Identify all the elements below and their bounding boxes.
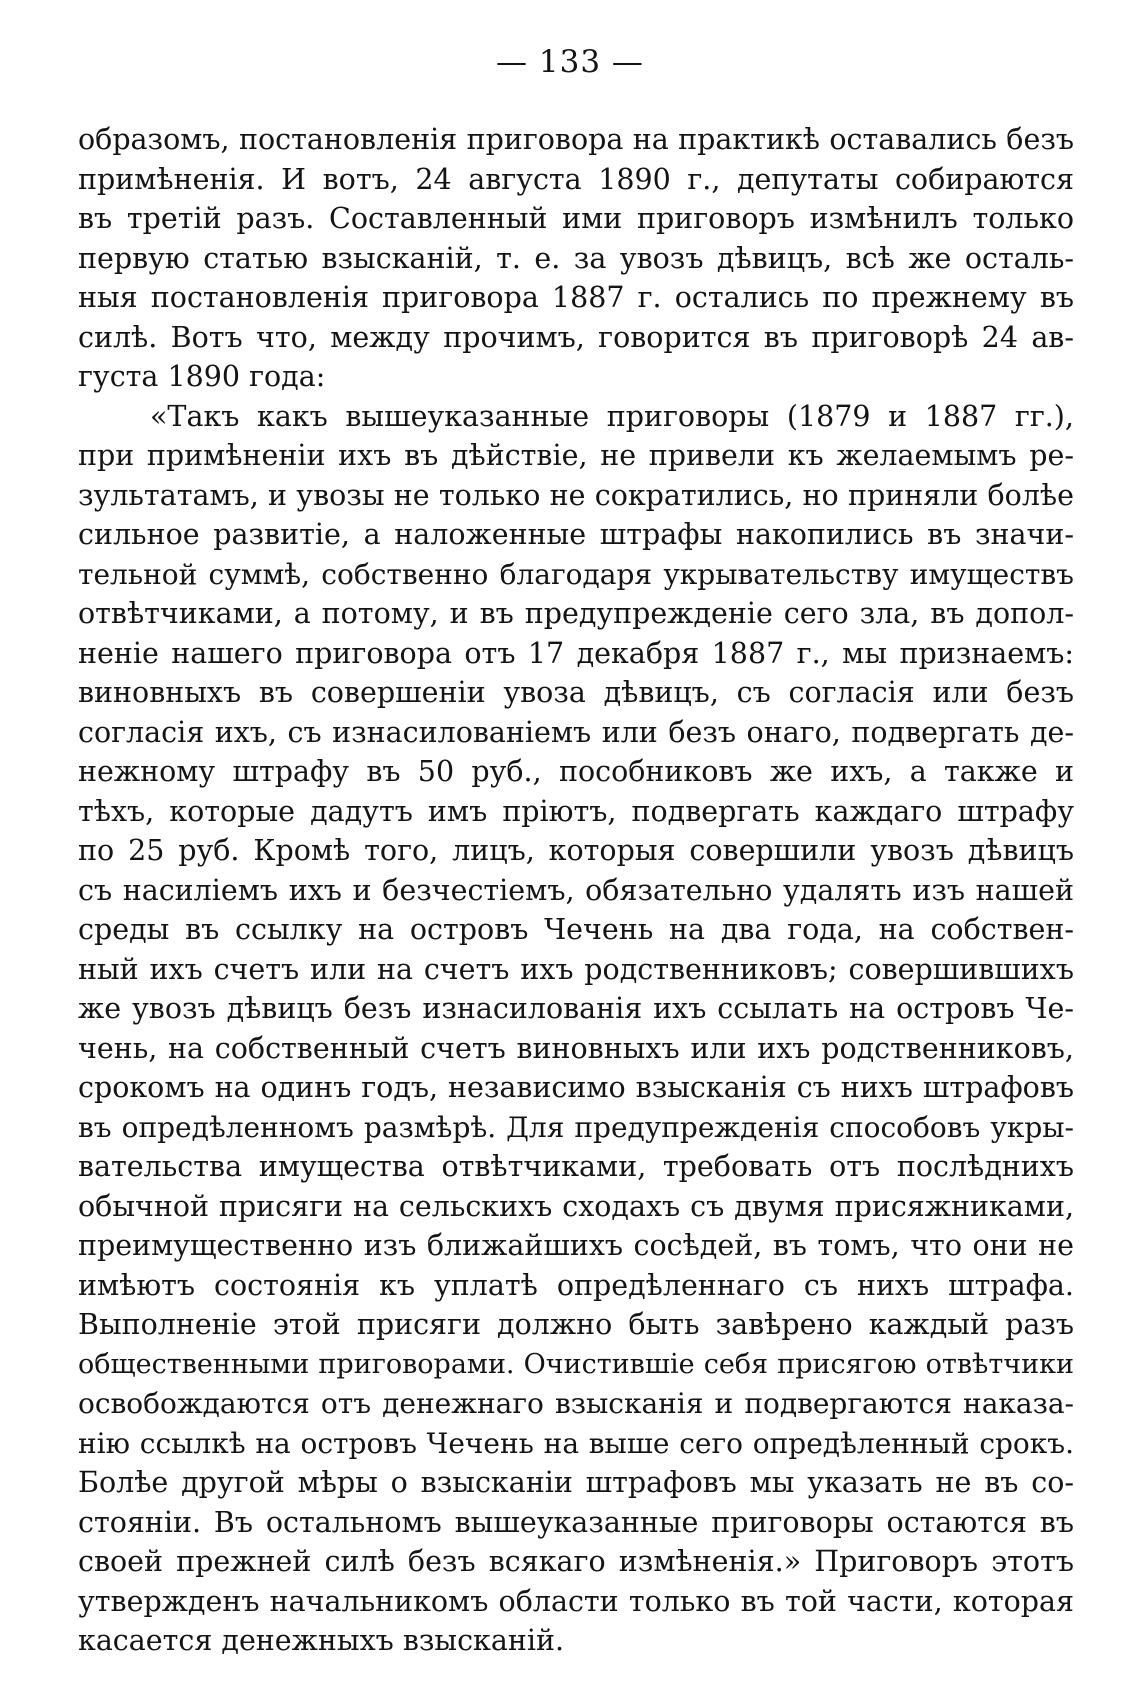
text-line: срокомъ на одинъ годъ, независимо взысканія съ нихъ штрафовъ [78, 1071, 1074, 1104]
text-line: примѣненія. И вотъ, 24 августа 1890 г., депутаты собираются [78, 162, 1074, 196]
text-line: густа 1890 года: [78, 360, 326, 393]
text-line: виновныхъ въ совершеніи увоза дѣвицъ, съ согласія или безъ [78, 676, 1074, 709]
text-line: неніе нашего приговора отъ 17 декабря 1887 г., мы признаемъ: [78, 636, 1074, 670]
text-line: нежному штрафу въ 50 руб., пособниковъ же ихъ, а также и [78, 755, 1074, 788]
text-line: имѣютъ состоянія къ уплатѣ опредѣленнаго съ нихъ штрафа. [78, 1268, 1074, 1302]
text-line: стояніи. Въ остальномъ вышеуказанные приговоры остаются въ [78, 1505, 1074, 1539]
text-line: съ насиліемъ ихъ и безчестіемъ, обязательно удалять изъ нашей [78, 873, 1074, 907]
text-line: тельной суммѣ, собственно благодаря укрывательству имуществъ [78, 557, 1074, 591]
text-line: по 25 руб. Кромѣ того, лицъ, которыя совершили увозъ дѣвицъ [78, 834, 1074, 867]
text-line: отвѣтчиками, а потому, и въ предупрежденіе сего зла, въ допол- [78, 597, 1074, 630]
text-line: при примѣненіи ихъ въ дѣйствіе, не привели къ желаемымъ ре- [78, 439, 1074, 472]
text-line: зультатамъ, и увозы не только не сократились, но приняли болѣе [78, 478, 1074, 512]
text-line: «Такъ какъ вышеуказанные приговоры (1879 и 1887 гг.), [150, 399, 1074, 433]
paragraph [78, 397, 1074, 1661]
text-line: Выполненіе этой присяги должно быть завѣрено каждый разъ [78, 1308, 1074, 1341]
text-line: касается денежныхъ взысканій. [78, 1624, 565, 1657]
text-line: ный ихъ счетъ или на счетъ ихъ родственниковъ; совершившихъ [78, 952, 1074, 986]
text-line: тѣхъ, которые дадутъ имъ пріютъ, подвергать каждаго штрафу [78, 794, 1074, 828]
text-line: образомъ, постановленія приговора на практикѣ оставались безъ [78, 123, 1074, 156]
text-line: сильное развитіе, а наложенные штрафы накопились въ значи- [78, 518, 1074, 551]
text-line: общественными приговорами. Очистившіе себя присягою отвѣтчики [78, 1348, 1074, 1380]
text-line: освобождаются отъ денежнаго взысканія и подвергаются наказа- [78, 1387, 1074, 1420]
text-line: преимущественно изъ ближайшихъ сосѣдей, въ томъ, что они не [78, 1229, 1074, 1262]
text-line: нію ссылкѣ на островъ Чечень на выше сего опредѣленный срокъ. [78, 1426, 1074, 1460]
text-line: вательства имущества отвѣтчиками, требовать отъ послѣднихъ [78, 1150, 1074, 1183]
text-line: обычной присяги на сельскихъ сходахъ съ двумя присяжниками, [78, 1189, 1074, 1223]
text-line: же увозъ дѣвицъ безъ изнасилованія ихъ ссылать на островъ Че- [78, 992, 1074, 1025]
text-line: въ опредѣленномъ размѣрѣ. Для предупрежденія способовъ укры- [78, 1110, 1074, 1144]
text-line: утвержденъ начальникомъ области только въ той части, которая [78, 1584, 1074, 1618]
text-line: среды въ ссылку на островъ Чечень на два года, на собствен- [78, 913, 1074, 946]
text-line: своей прежней силѣ безъ всякаго измѣненія.» Приговоръ этотъ [78, 1545, 1074, 1578]
text-line: Болѣе другой мѣры о взысканіи штрафовъ мы указать не въ со- [78, 1466, 1074, 1499]
text-line: силѣ. Вотъ что, между прочимъ, говорится въ приговорѣ 24 ав- [78, 320, 1074, 354]
text-line: ныя постановленія приговора 1887 г. остались по прежнему въ [78, 281, 1074, 314]
text-line: первую статью взысканій, т. е. за увозъ дѣвицъ, всѣ же осталь- [78, 241, 1074, 275]
paragraph [78, 120, 1074, 397]
page-number: — 133 — [496, 44, 644, 80]
text-line: въ третій разъ. Составленный ими приговоръ измѣнилъ только [78, 202, 1074, 235]
body-text [78, 120, 1074, 1661]
text-line: согласія ихъ, съ изнасилованіемъ или безъ онаго, подвергать де- [78, 715, 1074, 749]
text-line: чень, на собственный счетъ виновныхъ или ихъ родственниковъ, [78, 1031, 1074, 1065]
